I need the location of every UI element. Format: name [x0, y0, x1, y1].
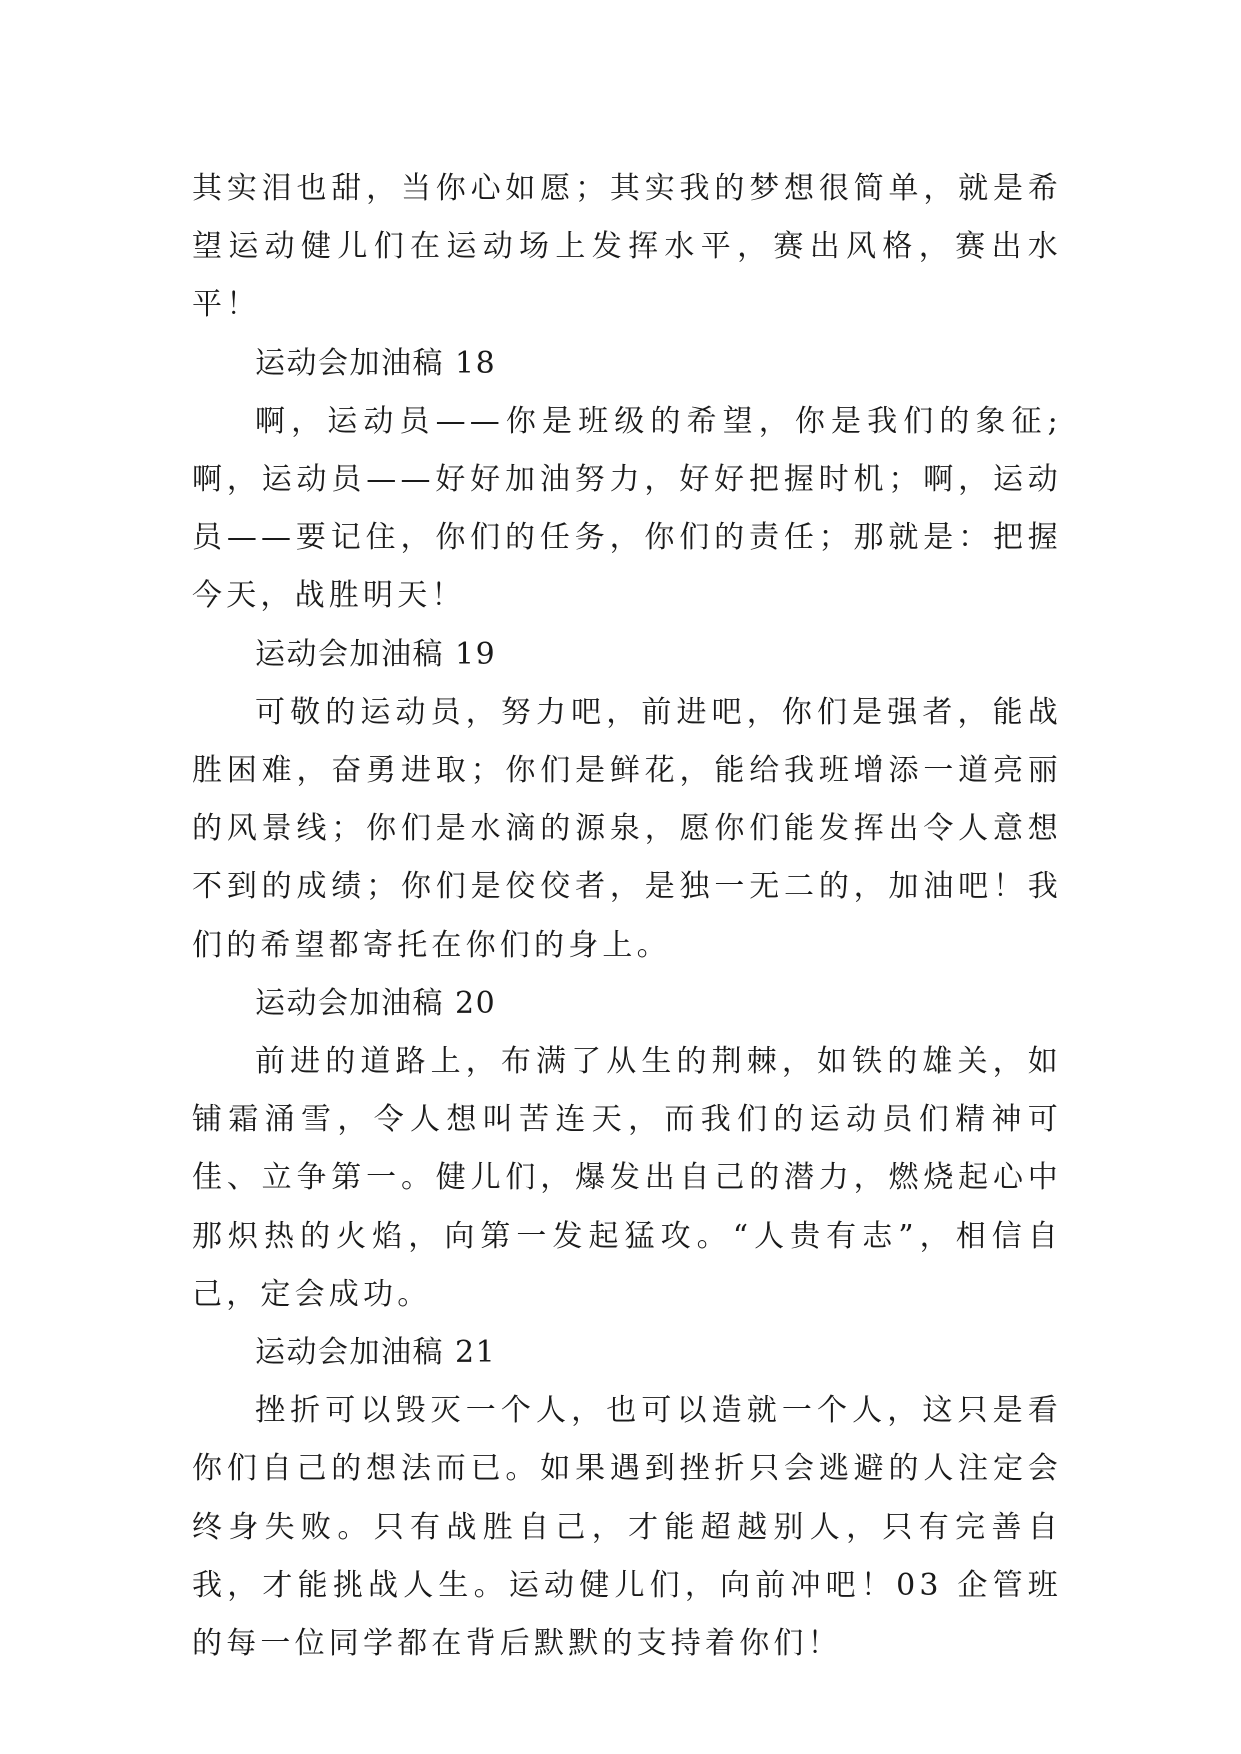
paragraph-21: 挫折可以毁灭一个人，也可以造就一个人，这只是看你们自己的想法而已。如果遇到挫折只会逃避的人注定会终身失败。只有战胜自己，才能超越别人，只有完善自我，才能挑战人生。运动健儿们，向前冲吧！03 企管班的每一位同学都在背后默默的支持着你们！ [192, 1393, 1062, 1662]
section-heading-21: 运动会加油稿 21 [255, 1335, 497, 1371]
paragraph-19: 可敬的运动员，努力吧，前进吧，你们是强者，能战胜困难，奋勇进取；你们是鲜花，能给我班增添一道亮丽的风景线；你们是水滴的源泉，愿你们能发挥出令人意想不到的成绩；你们是佼佼者，是独一无二的，加油吧！我们的希望都寄托在你们的身上。 [192, 694, 1062, 963]
section-heading-20: 运动会加油稿 20 [255, 985, 497, 1021]
section-heading-19: 运动会加油稿 19 [255, 636, 497, 672]
paragraph-18: 啊，运动员——你是班级的希望，你是我们的象征;啊，运动员——好好加油努力，好好把握时机；啊，运动员——要记住，你们的任务，你们的责任；那就是：把握今天，战胜明天！ [192, 403, 1062, 614]
paragraph-20: 前进的道路上，布满了从生的荆棘，如铁的雄关，如铺霜涌雪，令人想叫苦连天，而我们的运动员们精神可佳、立争第一。健儿们，爆发出自己的潜力，燃烧起心中那炽热的火焰，向第一发起猛攻。“人贵有志”，相信自己，定会成功。 [192, 1044, 1062, 1312]
section-heading-18: 运动会加油稿 18 [255, 345, 497, 381]
paragraph-intro: 其实泪也甜，当你心如愿；其实我的梦想很简单，就是希望运动健儿们在运动场上发挥水平，赛出风格，赛出水平！ [192, 171, 1062, 323]
document-body [192, 160, 1062, 1673]
